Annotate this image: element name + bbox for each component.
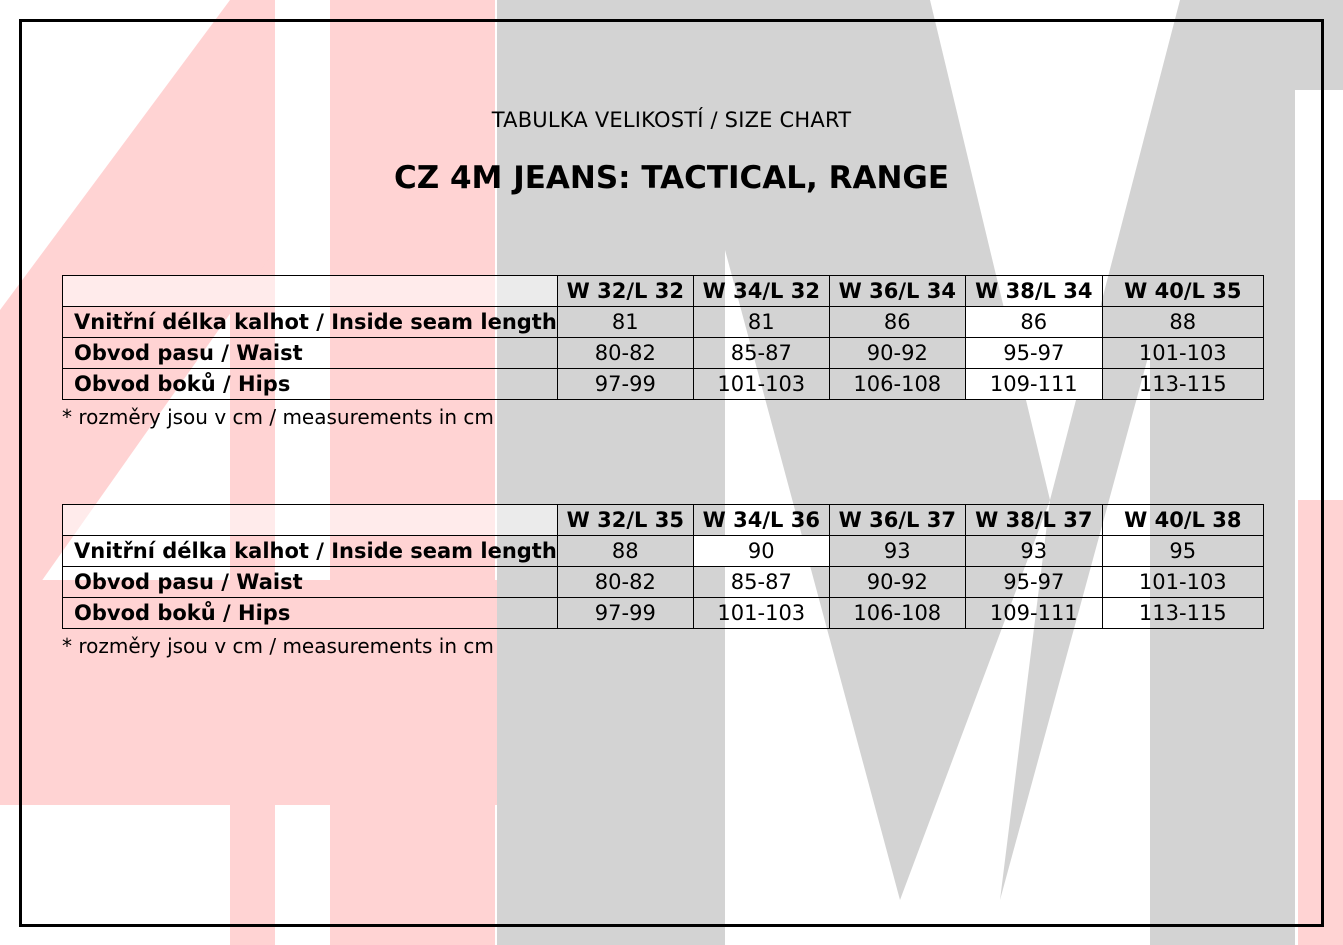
page-subtitle: TABULKA VELIKOSTÍ / SIZE CHART — [491, 108, 852, 132]
units-note: * rozměry jsou v cm / measurements in cm — [62, 634, 494, 658]
value-cell: 90 — [693, 536, 829, 567]
value-cell: 88 — [557, 536, 693, 567]
size-header-cell: W 34/L 32 — [693, 276, 829, 307]
value-cell: 80-82 — [557, 338, 693, 369]
size-header-row — [63, 505, 1264, 536]
value-cell: 113-115 — [1102, 598, 1263, 629]
value-cell: 86 — [965, 307, 1102, 338]
row-label: Obvod boků / Hips — [63, 598, 558, 629]
value-cell: 93 — [965, 536, 1102, 567]
value-cell: 101-103 — [1102, 567, 1263, 598]
size-header-cell: W 38/L 37 — [965, 505, 1102, 536]
size-header-cell: W 36/L 37 — [829, 505, 965, 536]
table-row — [63, 567, 1264, 598]
table-row — [63, 369, 1264, 400]
value-cell: 90-92 — [829, 567, 965, 598]
value-cell: 90-92 — [829, 338, 965, 369]
size-header-cell: W 40/L 35 — [1102, 276, 1263, 307]
value-cell: 97-99 — [557, 598, 693, 629]
value-cell: 86 — [829, 307, 965, 338]
row-label: Obvod pasu / Waist — [63, 567, 558, 598]
value-cell: 101-103 — [693, 369, 829, 400]
value-cell: 95 — [1102, 536, 1263, 567]
page-title: CZ 4M JEANS: TACTICAL, RANGE — [393, 160, 950, 196]
value-cell: 95-97 — [965, 338, 1102, 369]
value-cell: 81 — [557, 307, 693, 338]
units-note: * rozměry jsou v cm / measurements in cm — [62, 405, 494, 429]
value-cell: 93 — [829, 536, 965, 567]
size-header-cell: W 32/L 32 — [557, 276, 693, 307]
header-corner-cell — [63, 505, 558, 536]
value-cell: 101-103 — [693, 598, 829, 629]
size-header-row — [63, 276, 1264, 307]
value-cell: 85-87 — [693, 567, 829, 598]
row-label: Obvod boků / Hips — [63, 369, 558, 400]
row-label: Vnitřní délka kalhot / Inside seam length — [63, 307, 558, 338]
size-header-cell: W 34/L 36 — [693, 505, 829, 536]
size-header-cell: W 32/L 35 — [557, 505, 693, 536]
value-cell: 106-108 — [829, 369, 965, 400]
header-corner-cell — [63, 276, 558, 307]
value-cell: 101-103 — [1102, 338, 1263, 369]
value-cell: 113-115 — [1102, 369, 1263, 400]
size-table-1 — [62, 275, 1264, 400]
value-cell: 80-82 — [557, 567, 693, 598]
value-cell: 85-87 — [693, 338, 829, 369]
table-row — [63, 598, 1264, 629]
table-row — [63, 307, 1264, 338]
value-cell: 109-111 — [965, 369, 1102, 400]
value-cell: 109-111 — [965, 598, 1102, 629]
size-header-cell: W 40/L 38 — [1102, 505, 1263, 536]
table-row — [63, 338, 1264, 369]
row-label: Vnitřní délka kalhot / Inside seam length — [63, 536, 558, 567]
size-header-cell: W 38/L 34 — [965, 276, 1102, 307]
size-header-cell: W 36/L 34 — [829, 276, 965, 307]
value-cell: 88 — [1102, 307, 1263, 338]
row-label: Obvod pasu / Waist — [63, 338, 558, 369]
value-cell: 97-99 — [557, 369, 693, 400]
value-cell: 95-97 — [965, 567, 1102, 598]
document-frame — [19, 19, 1324, 927]
value-cell: 81 — [693, 307, 829, 338]
value-cell: 106-108 — [829, 598, 965, 629]
table-row — [63, 536, 1264, 567]
size-table-2 — [62, 504, 1264, 629]
